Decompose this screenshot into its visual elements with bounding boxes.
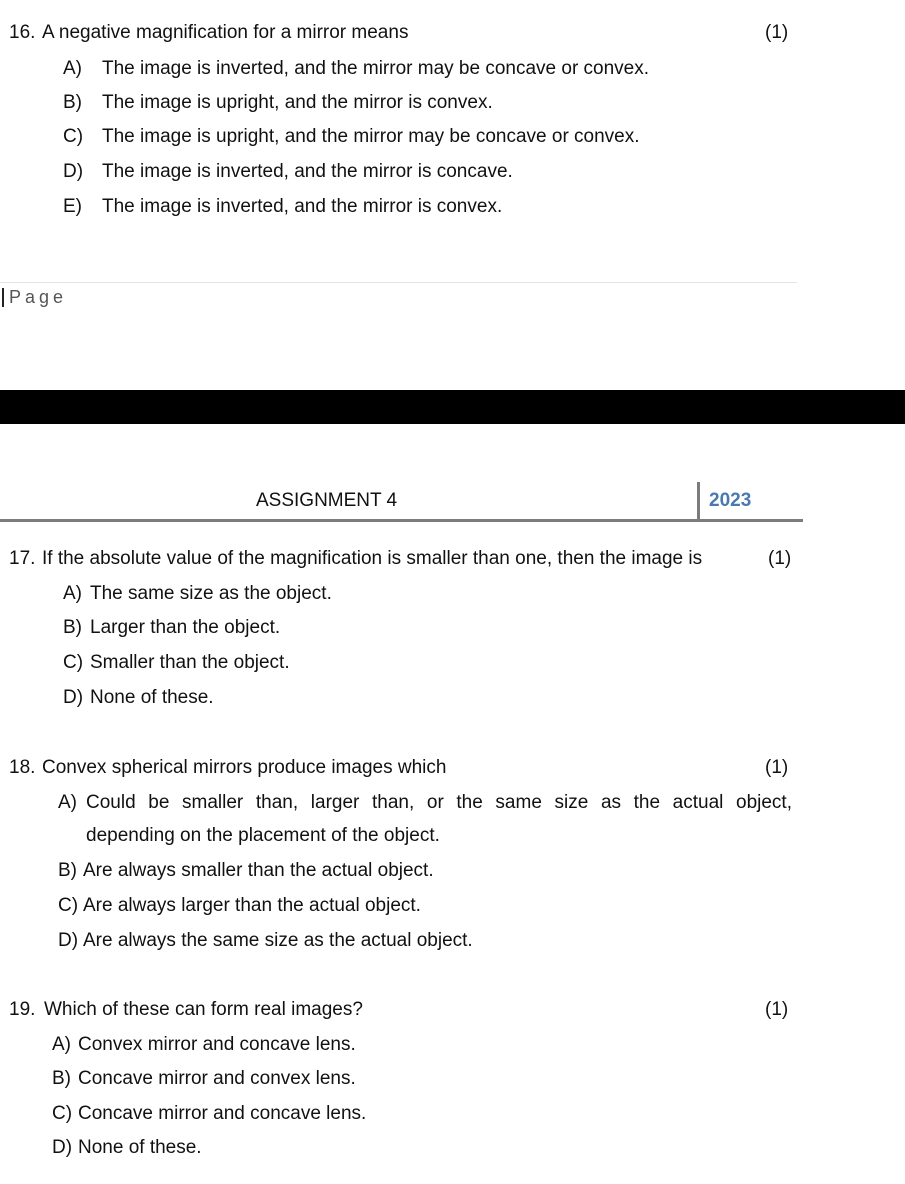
option-letter: E) <box>63 196 82 217</box>
option-letter: D) <box>63 687 84 708</box>
option-text: The image is upright, and the mirror may be concave or convex. <box>102 126 640 147</box>
question-number: 19. <box>9 999 36 1020</box>
assignment-title: ASSIGNMENT 4 <box>256 490 398 511</box>
option-text: Concave mirror and convex lens. <box>78 1068 356 1089</box>
option-letter: A) <box>58 792 77 813</box>
assignment-year: 2023 <box>709 490 752 511</box>
option-letter: A) <box>63 58 82 79</box>
question-marks: (1) <box>765 757 789 778</box>
option-letter: A) <box>52 1034 71 1055</box>
option-text: Concave mirror and concave lens. <box>78 1103 367 1124</box>
page-label: Page <box>9 287 68 307</box>
option-text: Are always the same size as the actual object. <box>83 930 473 951</box>
option-text: The same size as the object. <box>90 583 332 604</box>
option-letter: B) <box>58 860 77 881</box>
option-letter: C) <box>63 652 84 673</box>
option-text: The image is inverted, and the mirror is convex. <box>102 196 503 217</box>
option-letter: B) <box>52 1068 71 1089</box>
header-underline <box>0 519 803 522</box>
header-separator <box>697 482 700 520</box>
question-marks: (1) <box>765 22 789 43</box>
question-text: Convex spherical mirrors produce images which <box>42 757 447 778</box>
option-text: Are always smaller than the actual object. <box>83 860 434 881</box>
question-text: If the absolute value of the magnification is smaller than one, then the image is <box>42 548 703 569</box>
footer-divider <box>0 282 797 283</box>
question-text: A negative magnification for a mirror means <box>42 22 409 43</box>
question-marks: (1) <box>765 999 789 1020</box>
option-letter: D) <box>52 1137 73 1158</box>
option-text: The image is upright, and the mirror is convex. <box>102 92 493 113</box>
option-letter: C) <box>63 126 84 147</box>
option-text: Smaller than the object. <box>90 652 290 673</box>
option-text: Are always larger than the actual object. <box>83 895 421 916</box>
question-marks: (1) <box>768 548 792 569</box>
option-text: The image is inverted, and the mirror may be concave or convex. <box>102 58 650 79</box>
option-letter: D) <box>58 930 79 951</box>
option-text: The image is inverted, and the mirror is concave. <box>102 161 513 182</box>
option-letter: B) <box>63 92 82 113</box>
option-text: None of these. <box>78 1137 202 1158</box>
option-letter: C) <box>58 895 79 916</box>
option-text-line-1: Could be smaller than, larger than, or the same size as the actual object, <box>86 792 792 813</box>
option-text-line-2: depending on the placement of the object. <box>86 825 440 846</box>
question-text: Which of these can form real images? <box>44 999 363 1020</box>
page-label-bar <box>2 288 4 307</box>
option-text: Larger than the object. <box>90 617 281 638</box>
page-break-band <box>0 390 905 424</box>
option-text: None of these. <box>90 687 214 708</box>
question-number: 18. <box>9 757 36 778</box>
option-letter: D) <box>63 161 84 182</box>
option-text: Convex mirror and concave lens. <box>78 1034 356 1055</box>
question-number: 17. <box>9 548 36 569</box>
option-letter: A) <box>63 583 82 604</box>
option-letter: B) <box>63 617 82 638</box>
option-letter: C) <box>52 1103 73 1124</box>
question-number: 16. <box>9 22 36 43</box>
